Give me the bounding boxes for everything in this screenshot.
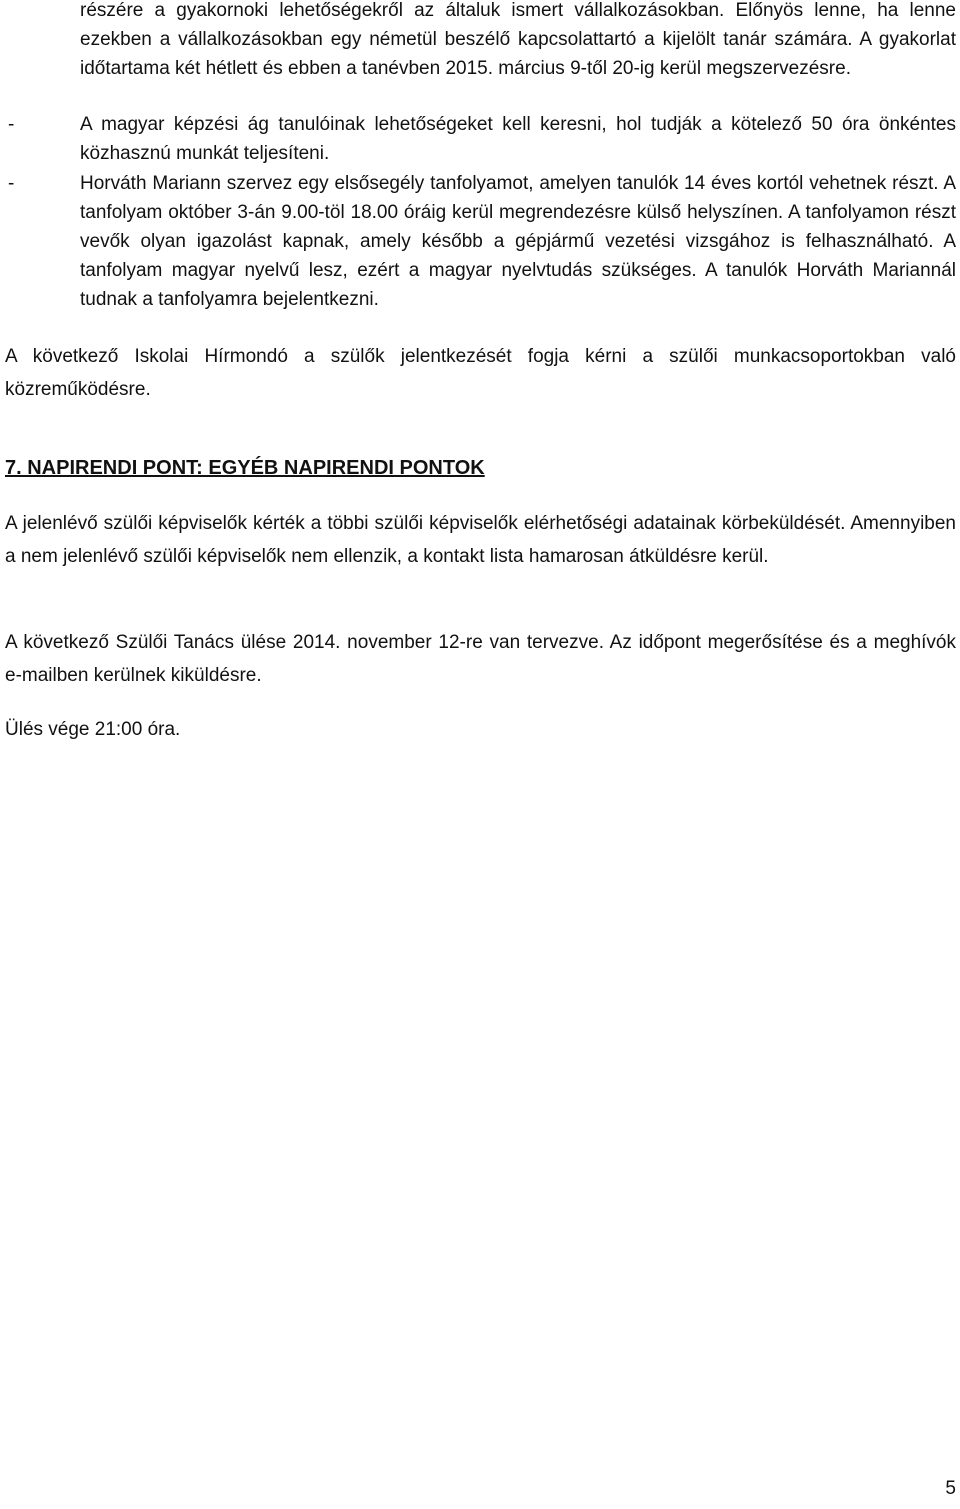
paragraph-next-meeting: A következő Szülői Tanács ülése 2014. november 12-re van tervezve. Az időpont megerősítése és a meghívók e-mailben kerülnek kiküldésre. [5, 632, 956, 686]
bullet-dash: - [8, 173, 15, 194]
page-number: 5 [945, 1478, 956, 1499]
bullet-text: Horváth Mariann szervez egy elsősegély tanfolyamot, amelyen tanulók 14 éves kortól vehetnek részt. A tanfolyam október 3-án 9.00-töl 18.00 óráig kerül megrendezésre külső helyszínen. A tanfolyamon részt vevők olyan igazolást kapnak, amely később a gépjármű vezetési vizsgához is felhasználható. A tanfolyam magyar nyelvű lesz, ezért a magyar nyelvtudás szükséges. A tanulók Horváth Mariannál tudnak a tanfolyamra bejelentkezni. [80, 173, 956, 310]
section-heading: 7. NAPIRENDI PONT: EGYÉB NAPIRENDI PONTOK [5, 457, 485, 479]
continuation-paragraph: részére a gyakornoki lehetőségekről az általuk ismert vállalkozásokban. Előnyös lenne, ha lenne ezekben a vállalkozásokban egy németül beszélő kapcsolattartó a kijelölt tanár számára. A gyakorlat időtartama két hétlett és ebben a tanévben 2015. március 9-től 20-ig kerül megszervezésre. [80, 0, 956, 79]
paragraph-school-newsletter: A következő Iskolai Hírmondó a szülők jelentkezését fogja kérni a szülői munkacsoportokban való közreműködésre. [5, 346, 956, 400]
bullet-item-community-service [8, 110, 956, 168]
bullet-item-first-aid-course [8, 169, 956, 314]
paragraph-contact-list: A jelenlévő szülői képviselők kérték a többi szülői képviselők elérhetőségi adatainak körbeküldését. Amennyiben a nem jelenlévő szülői képviselők nem ellenzik, a kontakt lista hamarosan átküldésre kerül. [5, 513, 956, 567]
bullet-text: A magyar képzési ág tanulóinak lehetőségeket kell keresni, hol tudják a kötelező 50 óra önkéntes közhasznú munkát teljesíteni. [80, 114, 956, 164]
bullet-dash: - [8, 114, 15, 135]
paragraph-meeting-end: Ülés vége 21:00 óra. [5, 719, 181, 740]
